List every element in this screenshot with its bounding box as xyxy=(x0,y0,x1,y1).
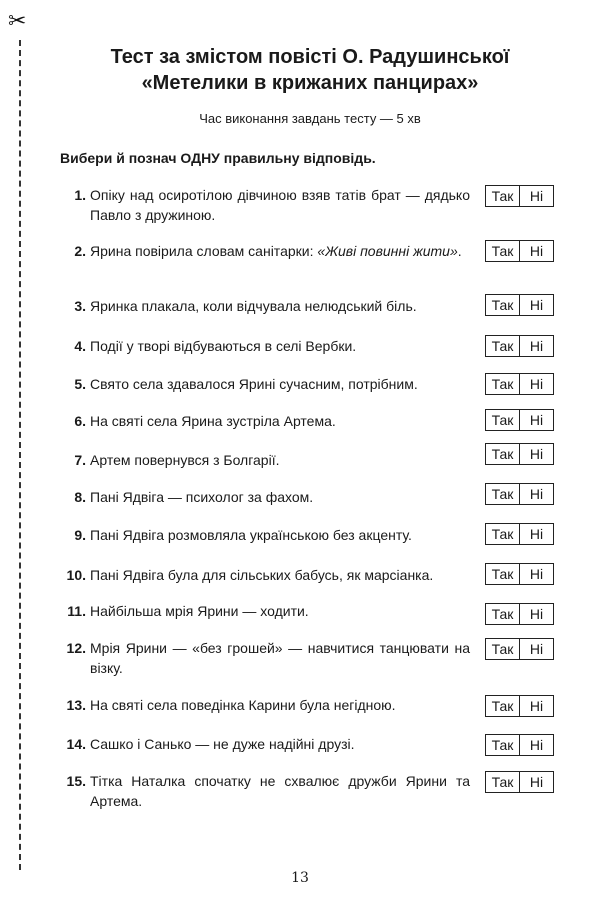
answer-no-1[interactable]: Ні xyxy=(529,188,544,204)
question-number: 13. xyxy=(66,697,86,713)
question-7 xyxy=(60,450,470,470)
answer-box-15 xyxy=(485,771,554,793)
page-title xyxy=(60,44,560,96)
answer-yes-10[interactable]: Так xyxy=(486,564,520,584)
question-12 xyxy=(60,638,470,678)
answer-box-14 xyxy=(485,734,554,756)
answer-no-2[interactable]: Ні xyxy=(529,243,544,259)
cut-line xyxy=(19,40,21,870)
question-text: Тітка Наталка спочатку не схвалює дружби Ярини та Артема. xyxy=(90,773,470,809)
question-6 xyxy=(60,411,470,431)
answer-yes-12[interactable]: Так xyxy=(486,639,520,659)
question-text: Найбільша мрія Ярини — ходити. xyxy=(90,603,309,619)
answer-yes-7[interactable]: Так xyxy=(486,444,520,464)
answer-no-7[interactable]: Ні xyxy=(529,446,544,462)
question-10 xyxy=(60,565,470,585)
answer-yes-13[interactable]: Так xyxy=(486,696,520,716)
question-quote: «Живі повинні жити» xyxy=(317,243,458,259)
question-text-main: Ярина повірила словам санітарки: xyxy=(90,243,318,259)
answer-no-8[interactable]: Ні xyxy=(529,486,544,502)
question-number: 6. xyxy=(74,413,86,429)
answer-box-11 xyxy=(485,603,554,625)
question-number: 9. xyxy=(74,527,86,543)
answer-no-13[interactable]: Ні xyxy=(529,698,544,714)
answer-no-6[interactable]: Ні xyxy=(529,412,544,428)
question-text: Яринка плакала, коли відчувала нелюдський біль. xyxy=(90,298,417,314)
question-9 xyxy=(60,525,470,545)
question-text: Мрія Ярини — «без грошей» — навчитися танцювати на візку. xyxy=(90,640,470,676)
question-4 xyxy=(60,336,470,356)
scissors-icon: ✂ xyxy=(8,8,27,33)
answer-box-4 xyxy=(485,335,554,357)
answer-yes-8[interactable]: Так xyxy=(486,484,520,504)
question-number: 10. xyxy=(66,567,86,583)
question-number: 14. xyxy=(66,736,86,752)
question-text: Пані Ядвіга розмовляла українською без акценту. xyxy=(90,527,412,543)
question-15 xyxy=(60,771,470,811)
answer-box-1 xyxy=(485,185,554,207)
question-5 xyxy=(60,374,470,394)
answer-yes-2[interactable]: Так xyxy=(486,241,520,261)
answer-yes-1[interactable]: Так xyxy=(486,186,520,206)
answer-yes-6[interactable]: Так xyxy=(486,410,520,430)
question-text-tail: . xyxy=(457,243,462,259)
question-number: 7. xyxy=(74,452,86,468)
answer-box-5 xyxy=(485,373,554,395)
answer-no-4[interactable]: Ні xyxy=(529,338,544,354)
answer-no-5[interactable]: Ні xyxy=(529,376,544,392)
question-text: На святі села Ярина зустріла Артема. xyxy=(90,413,336,429)
answer-box-6 xyxy=(485,409,554,431)
question-text: Сашко і Санько — не дуже надійні друзі. xyxy=(90,736,355,752)
answer-box-7 xyxy=(485,443,554,465)
time-limit: Час виконання завдань тесту — 5 хв xyxy=(199,111,421,126)
question-11 xyxy=(60,601,470,621)
question-number: 11. xyxy=(67,603,86,619)
answer-yes-3[interactable]: Так xyxy=(486,295,520,315)
question-number: 5. xyxy=(74,376,86,392)
title-line-2: «Метелики в крижаних панцирах» xyxy=(141,72,479,94)
question-text: Пані Ядвіга була для сільських бабусь, як марсіанка. xyxy=(90,567,434,583)
answer-no-10[interactable]: Ні xyxy=(529,566,544,582)
question-text: На святі села поведінка Карини була негідною. xyxy=(90,697,396,713)
question-number: 2. xyxy=(74,243,86,259)
answer-box-9 xyxy=(485,523,554,545)
answer-box-2 xyxy=(485,240,554,262)
answer-no-14[interactable]: Ні xyxy=(529,737,544,753)
answer-yes-4[interactable]: Так xyxy=(486,336,520,356)
question-14 xyxy=(60,734,470,754)
answer-box-12 xyxy=(485,638,554,660)
question-8 xyxy=(60,487,470,507)
answer-yes-9[interactable]: Так xyxy=(486,524,520,544)
question-number: 3. xyxy=(74,298,86,314)
question-number: 1. xyxy=(74,187,86,203)
answer-box-3 xyxy=(485,294,554,316)
answer-no-9[interactable]: Ні xyxy=(529,526,544,542)
question-text xyxy=(90,241,470,261)
answer-no-12[interactable]: Ні xyxy=(529,641,544,657)
answer-yes-15[interactable]: Так xyxy=(486,772,520,792)
question-text: Свято села здавалося Ярині сучасним, потрібним. xyxy=(90,376,418,392)
answer-yes-11[interactable]: Так xyxy=(486,604,520,624)
question-number: 4. xyxy=(74,338,86,354)
answer-box-10 xyxy=(485,563,554,585)
question-number: 15. xyxy=(66,773,86,789)
question-1 xyxy=(60,185,470,225)
answer-no-3[interactable]: Ні xyxy=(529,297,544,313)
answer-yes-14[interactable]: Так xyxy=(486,735,520,755)
question-text: Події у творі відбуваються в селі Вербки. xyxy=(90,338,357,354)
answer-no-11[interactable]: Ні xyxy=(529,606,544,622)
question-13 xyxy=(60,695,470,715)
question-2 xyxy=(60,241,470,261)
answer-no-15[interactable]: Ні xyxy=(529,774,544,790)
question-text: Опіку над осиротілою дівчиною взяв татів брат — дядько Павло з дружиною. xyxy=(90,187,470,223)
page-number: 13 xyxy=(291,870,309,886)
question-number: 8. xyxy=(74,489,86,505)
question-number: 12. xyxy=(66,640,86,656)
question-3 xyxy=(60,296,470,316)
answer-box-13 xyxy=(485,695,554,717)
title-line-1: Тест за змістом повісті О. Радушинської xyxy=(110,46,510,68)
answer-box-8 xyxy=(485,483,554,505)
question-text: Пані Ядвіга — психолог за фахом. xyxy=(90,489,314,505)
question-text: Артем повернувся з Болгарії. xyxy=(90,452,280,468)
instruction: Вибери й познач ОДНУ правильну відповідь. xyxy=(60,150,376,166)
answer-yes-5[interactable]: Так xyxy=(486,374,520,394)
